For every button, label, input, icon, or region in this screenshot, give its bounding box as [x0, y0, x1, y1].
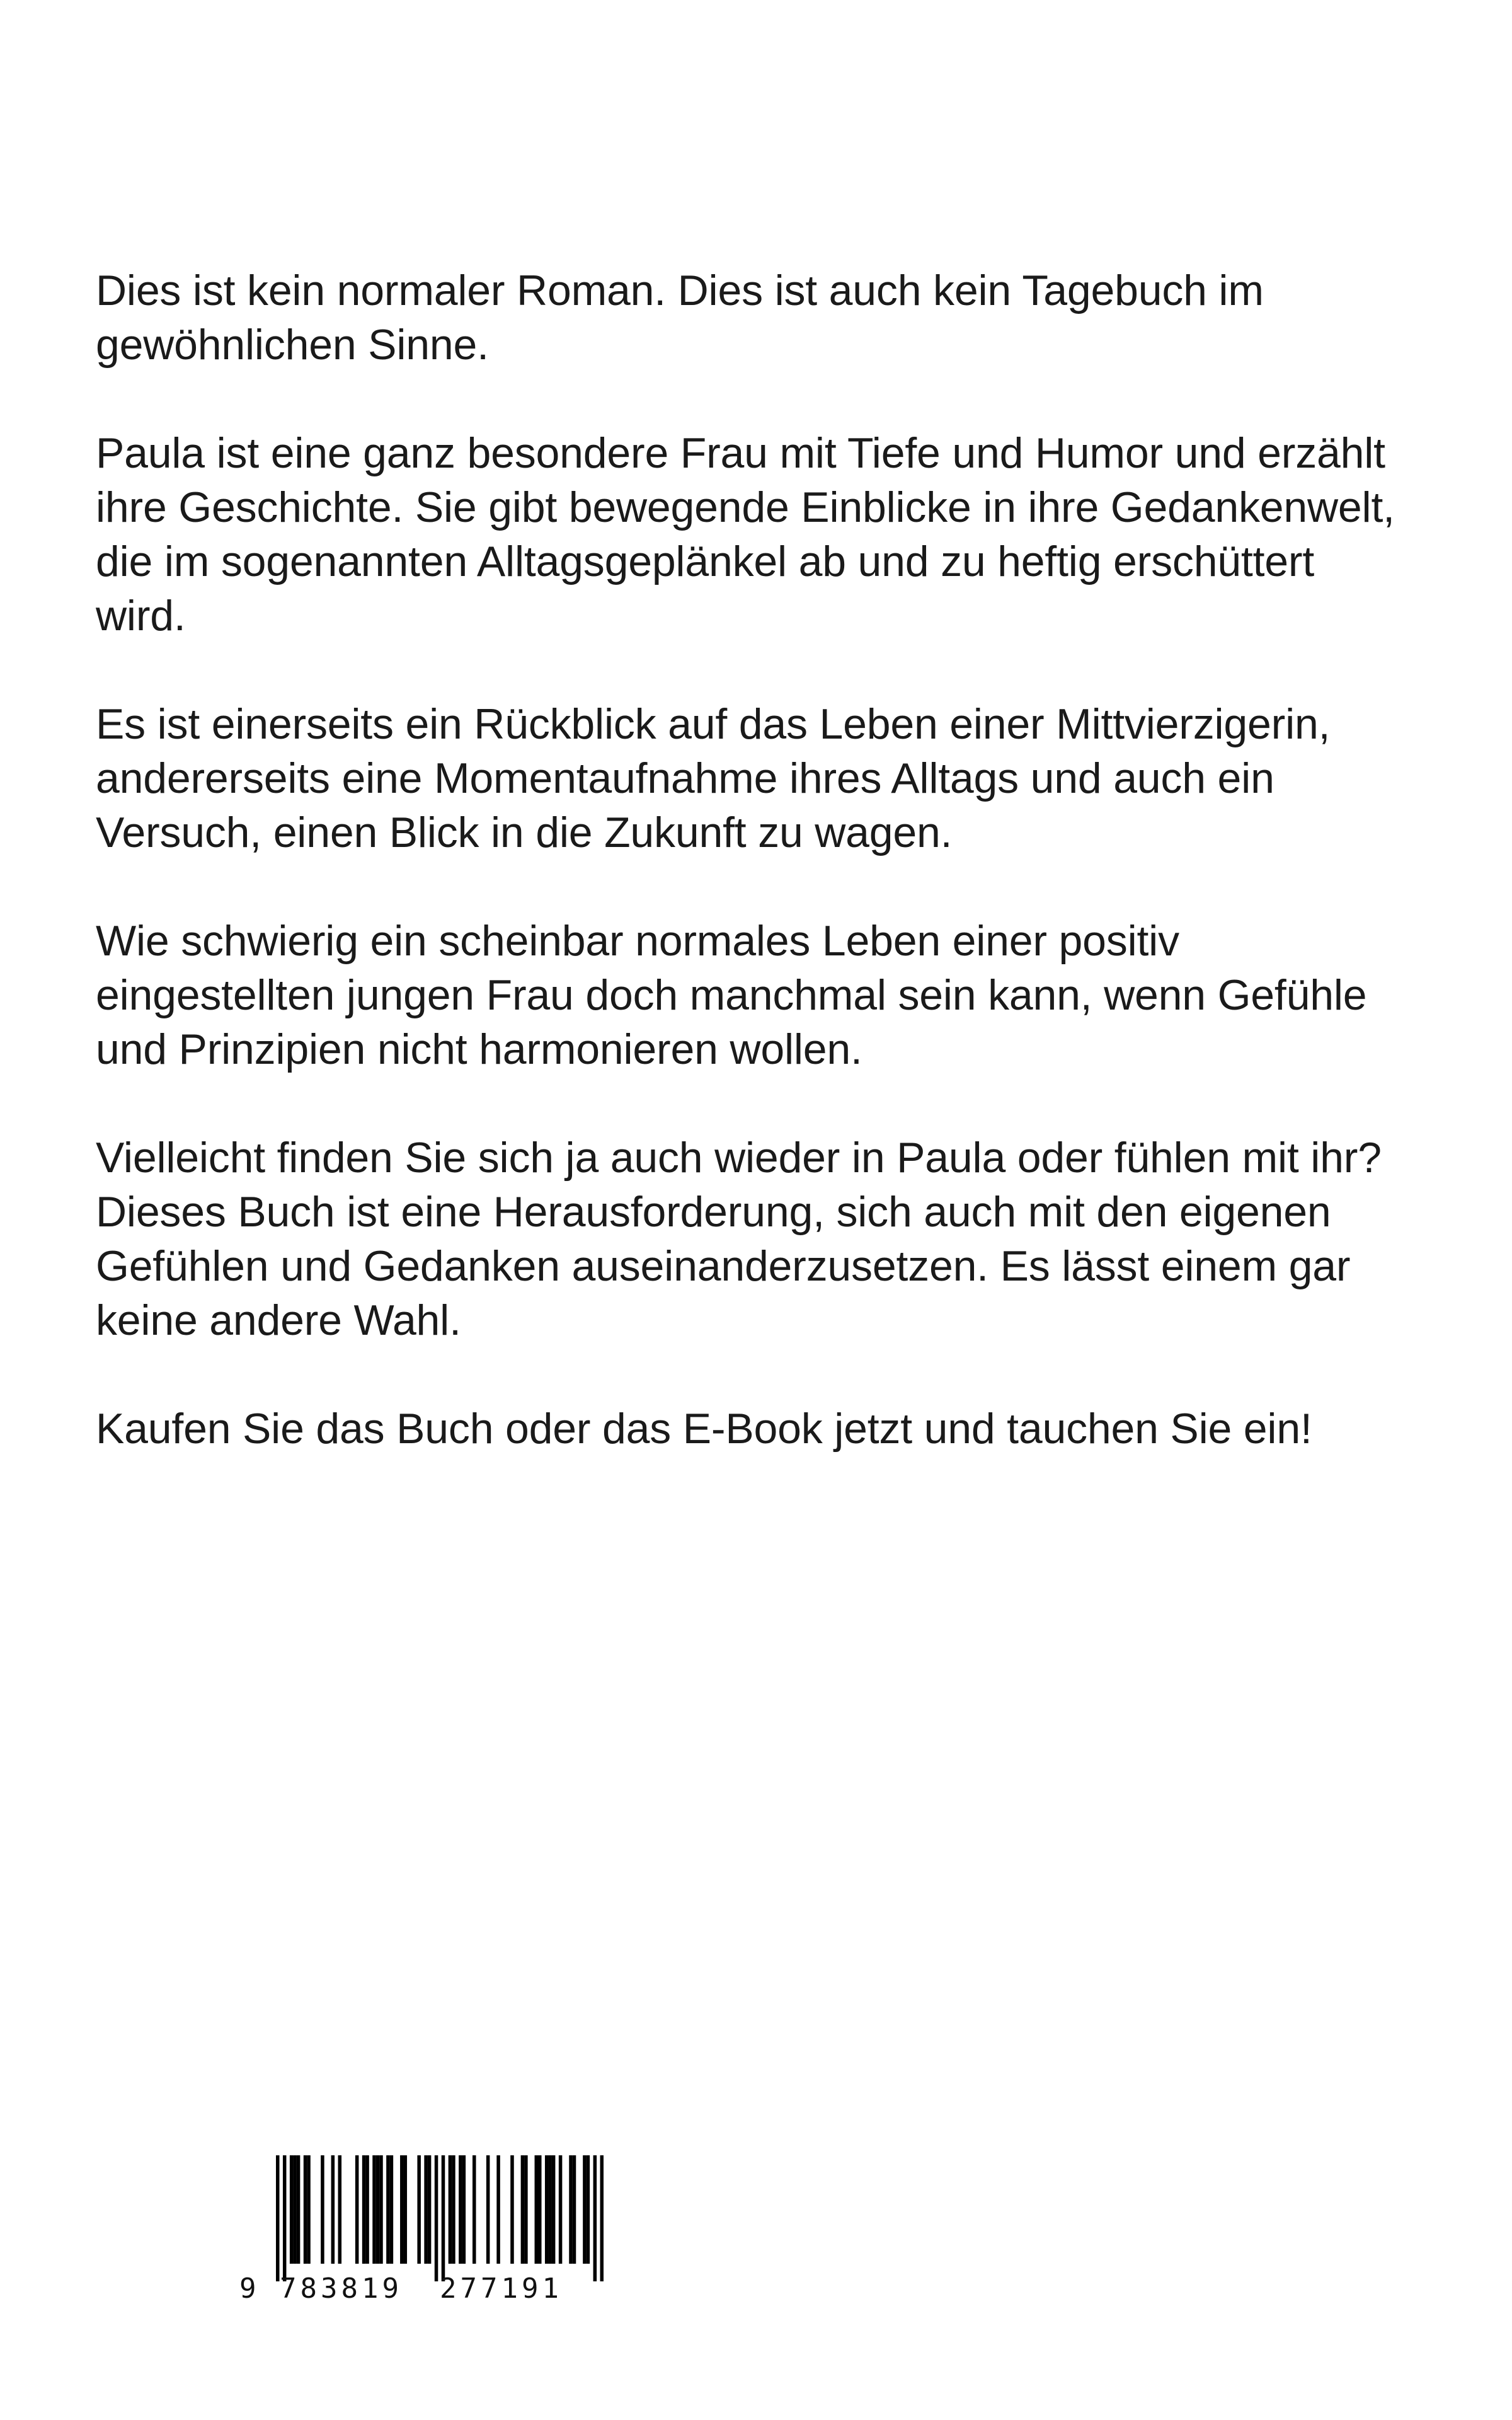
barcode-bar — [372, 2155, 376, 2264]
barcode-bar — [510, 2155, 514, 2264]
blurb-line: Vielleicht finden Sie sich ja auch wieder in Paula oder fühlen mit ihr? — [96, 1134, 1382, 1182]
barcode-bar — [307, 2155, 311, 2264]
blurb-line: Kaufen Sie das Buch oder das E-Book jetzt und tauchen Sie ein! — [96, 1405, 1312, 1453]
barcode-bar — [587, 2155, 590, 2264]
barcode-bar — [379, 2155, 383, 2264]
barcode-bar — [583, 2155, 587, 2264]
blurb-paragraph-2 — [96, 426, 1431, 643]
barcode-bar — [521, 2155, 525, 2264]
barcode-bar — [304, 2155, 307, 2264]
barcode-digits — [239, 2270, 617, 2308]
barcode-bar — [362, 2155, 366, 2264]
barcode-bar — [338, 2155, 342, 2264]
barcode-bar — [452, 2155, 455, 2264]
barcode-bar — [548, 2155, 552, 2264]
barcode-bar — [569, 2155, 573, 2264]
barcode-bar — [365, 2155, 369, 2264]
blurb-line: Es ist einerseits ein Rückblick auf das Leben einer Mittvierzigerin, — [96, 700, 1331, 748]
barcode-bar — [496, 2155, 500, 2264]
barcode-guard-bar — [276, 2155, 280, 2281]
barcode-bar — [559, 2155, 563, 2264]
blurb-line: Wie schwierig ein scheinbar normales Leben einer positiv — [96, 917, 1179, 965]
barcode-bar — [535, 2155, 539, 2264]
barcode-bar — [428, 2155, 432, 2264]
blurb-line: keine andere Wahl. — [96, 1296, 461, 1344]
barcode-bar — [524, 2155, 528, 2264]
barcode-bar — [297, 2155, 301, 2264]
barcode-bar — [386, 2155, 390, 2264]
barcode-guard-bar — [593, 2155, 597, 2281]
barcode-bar — [376, 2155, 380, 2264]
barcode-bar — [355, 2155, 359, 2264]
blurb-paragraph-5 — [96, 1131, 1431, 1347]
barcode-bar — [552, 2155, 556, 2264]
blurb-line: Dies ist kein normaler Roman. Dies ist auch kein Tagebuch im — [96, 267, 1264, 314]
blurb-line: ihre Geschichte. Sie gibt bewegende Einblicke in ihre Gedankenwelt, — [96, 483, 1395, 531]
blurb-line: gewöhnlichen Sinne. — [96, 321, 489, 369]
barcode-bar — [472, 2155, 476, 2264]
barcode-bar — [404, 2155, 408, 2264]
barcode-guard-bar — [600, 2155, 604, 2281]
blurb-line: Paula ist eine ganz besondere Frau mit Tiefe und Humor und erzählt — [96, 429, 1385, 477]
barcode-bar — [400, 2155, 404, 2264]
blurb-line: eingestellten jungen Frau doch manchmal sein kann, wenn Gefühle — [96, 971, 1367, 1019]
barcode-lead-digit: 9 — [239, 2273, 256, 2305]
barcode-bar — [545, 2155, 549, 2264]
barcode-bar — [331, 2155, 335, 2264]
blurb-paragraph-1 — [96, 263, 1431, 372]
barcode-bar — [293, 2155, 297, 2264]
blurb-paragraph-3 — [96, 697, 1431, 860]
barcode-bar — [486, 2155, 490, 2264]
barcode-digit-group-1: 783819 — [280, 2273, 403, 2305]
blurb-line: Versuch, einen Blick in die Zukunft zu wagen. — [96, 809, 953, 856]
barcode-guard-bar — [442, 2155, 445, 2281]
isbn-barcode — [239, 2155, 617, 2319]
barcode-bar — [538, 2155, 542, 2264]
barcode-bar — [424, 2155, 428, 2264]
barcode-digit-group-2: 277191 — [440, 2273, 563, 2305]
barcode-bar — [462, 2155, 466, 2264]
blurb-line: andererseits eine Momentaufnahme ihres Alltags und auch ein — [96, 754, 1274, 802]
barcode-bar — [390, 2155, 394, 2264]
blurb-line: Gefühlen und Gedanken auseinanderzusetzen. Es lässt einem gar — [96, 1242, 1351, 1290]
barcode-bar — [321, 2155, 324, 2264]
barcode-bar — [290, 2155, 294, 2264]
blurb-line: und Prinzipien nicht harmonieren wollen. — [96, 1025, 862, 1073]
barcode-bar — [459, 2155, 462, 2264]
blurb-line: die im sogenannten Alltagsgeplänkel ab und zu heftig erschüttert — [96, 538, 1315, 585]
barcode-guard-bar — [435, 2155, 438, 2281]
barcode-bars — [276, 2155, 604, 2281]
barcode-bar — [573, 2155, 576, 2264]
blurb-paragraph-6 — [96, 1402, 1431, 1456]
blurb-line: Dieses Buch ist eine Herausforderung, sich auch mit den eigenen — [96, 1188, 1331, 1236]
barcode-bar — [417, 2155, 421, 2264]
barcode-bar — [449, 2155, 452, 2264]
blurb-paragraph-4 — [96, 914, 1431, 1076]
blurb-line: wird. — [96, 592, 186, 640]
blurb-text — [96, 263, 1431, 1456]
barcode-guard-bar — [283, 2155, 287, 2281]
